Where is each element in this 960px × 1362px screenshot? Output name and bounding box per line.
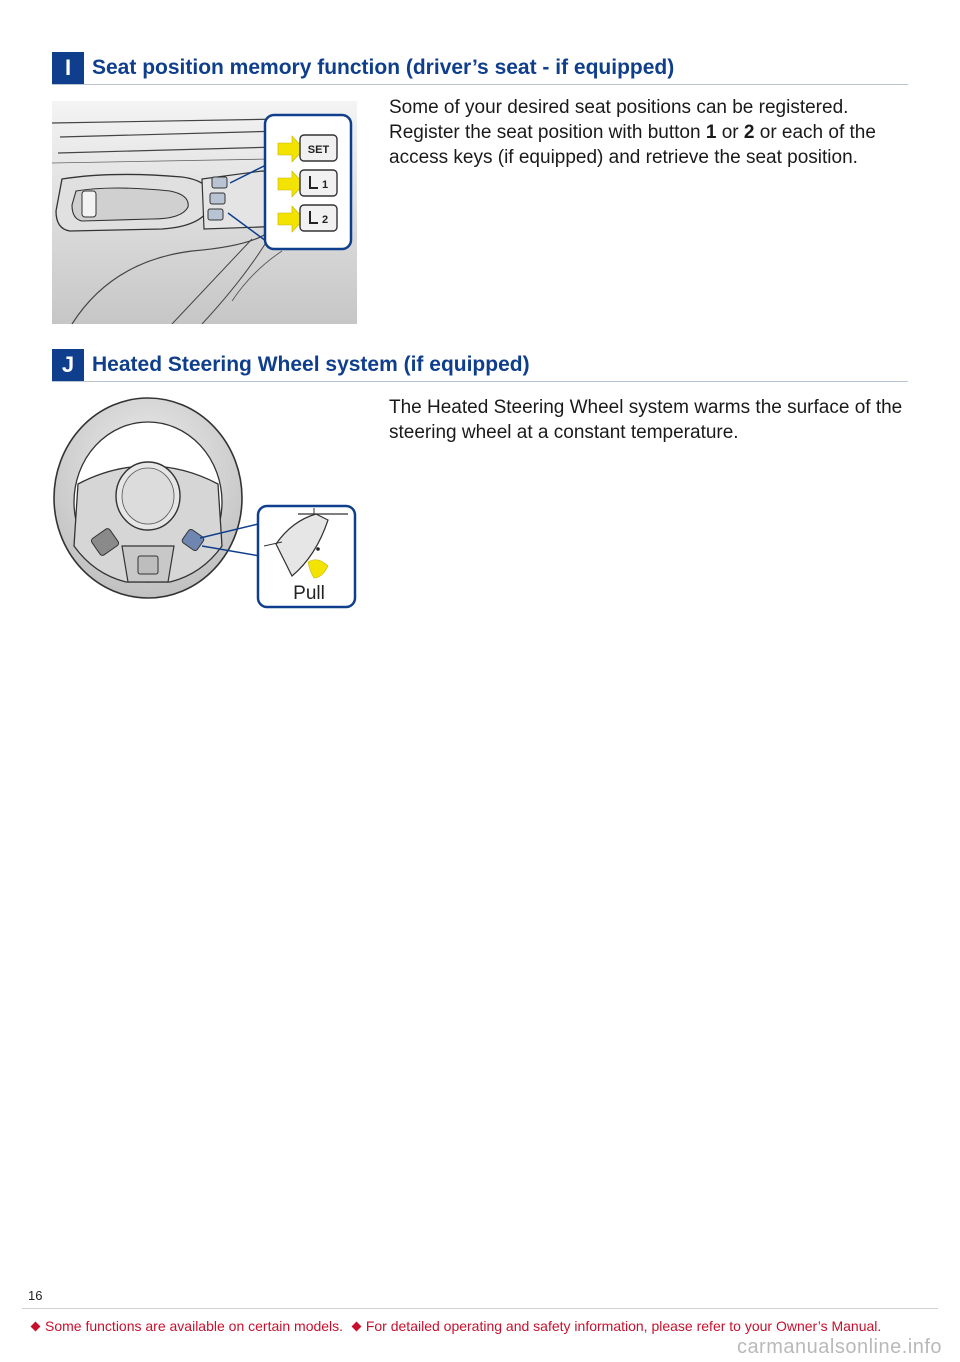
diamond-bullet-icon (351, 1322, 361, 1332)
footer-note-2: For detailed operating and safety information, please refer to your Owner’s Manual. (365, 1318, 882, 1334)
footer-note-1: Some functions are available on certain models. (45, 1318, 344, 1334)
footer-divider (22, 1308, 938, 1309)
pull-label: Pull (293, 583, 325, 604)
section-i-header (52, 52, 908, 85)
watermark: carmanualsonline.info (736, 1336, 942, 1358)
section-i-text-or: or (716, 122, 744, 143)
diamond-bullet-icon (31, 1322, 41, 1332)
page-number: 16 (28, 1288, 43, 1303)
section-i-body (389, 95, 909, 170)
heated-steering-wheel-illustration (52, 396, 358, 610)
footer-notes (30, 1318, 881, 1334)
section-j-body: The Heated Steering Wheel system warms the surface of the steering wheel at a constant temperature. (389, 397, 903, 443)
button-2-ref: 2 (743, 122, 755, 143)
set-button-label: SET (307, 144, 330, 156)
memory-button-1-label: 1 (321, 179, 329, 191)
button-1-ref: 1 (705, 122, 717, 143)
memory-button-2-label: 2 (321, 214, 329, 226)
section-j-title: Heated Steering Wheel system (if equipped) (92, 353, 530, 376)
section-i-text-2: or each of the access keys (if equipped) and retrieve the seat position. (389, 122, 876, 168)
section-i-title: Seat position memory function (driver’s seat - if equipped) (92, 56, 675, 79)
section-j-header (52, 349, 908, 382)
section-i-letter: I (52, 52, 84, 84)
section-j-letter: J (52, 349, 84, 381)
section-i-text-1: Some of your desired seat positions can be registered. Register the seat position with button (389, 97, 849, 143)
seat-memory-illustration (52, 101, 357, 324)
